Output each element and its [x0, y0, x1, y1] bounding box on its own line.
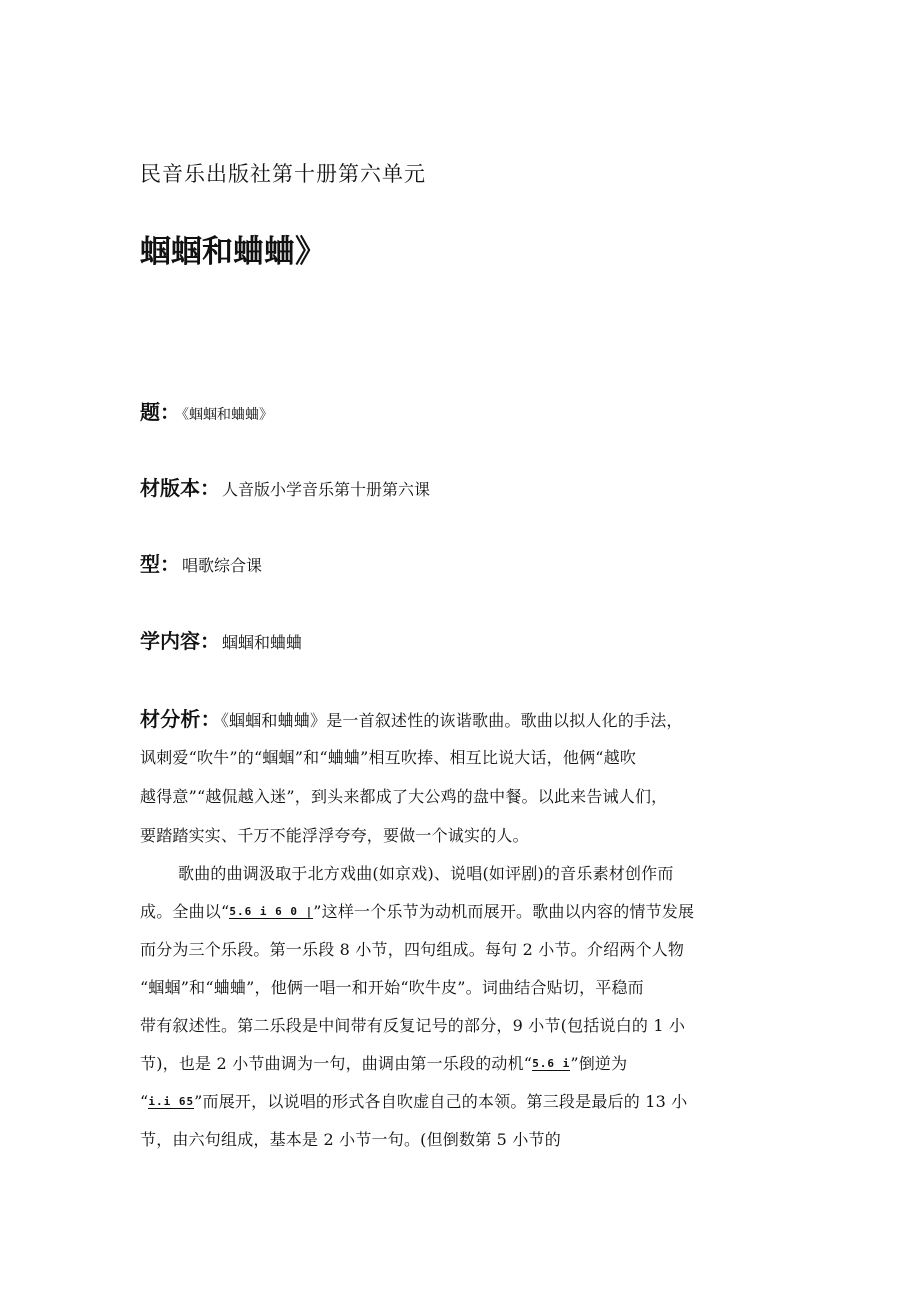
paragraph-2-line-7	[140, 1089, 687, 1112]
lesson-title: 蝈蝈和蛐蛐》	[140, 234, 326, 270]
unit-header: 民音乐出版社第十册第六单元	[140, 162, 426, 186]
paragraph-2-line-6	[140, 1051, 627, 1074]
text-segment: ”这样一个乐节为动机而展开。歌曲以内容的情节发展	[313, 902, 695, 921]
text-segment: “	[140, 1092, 149, 1111]
paragraph-2-line-1: 歌曲的曲调汲取于北方戏曲(如京戏)、说唱(如评剧)的音乐素材创作而	[178, 864, 674, 883]
field-edition-label: 材版本：	[140, 476, 220, 500]
paragraph-2-line-2	[140, 899, 694, 922]
field-edition-value: 人音版小学音乐第十册第六课	[222, 480, 431, 499]
analysis-line-4: 要踏踏实实、千万不能浮浮夸夸，要做一个诚实的人。	[140, 826, 529, 845]
field-type	[140, 548, 262, 577]
analysis-label: 材分析：	[140, 707, 221, 731]
paragraph-2-line-3: 而分为三个乐段。第一乐段 8 小节，四句组成。每句 2 小节。介绍两个人物	[140, 940, 685, 959]
field-content-value: 蝈蝈和蛐蛐	[222, 633, 303, 652]
paragraph-2-line-8: 节，由六句组成，基本是 2 小节一句。(但倒数第 5 小节的	[140, 1130, 561, 1149]
music-notation: 5.6 i	[532, 1057, 571, 1070]
text-segment: ”倒逆为	[570, 1054, 628, 1073]
analysis-line-3: 越得意”“越侃越入迷”，到头来都成了大公鸡的盘中餐。以此来告诫人们，	[140, 787, 668, 806]
text-segment: 节)，也是 2 小节曲调为一句，曲调由第一乐段的动机“	[140, 1054, 533, 1073]
field-topic-label: 题：	[140, 400, 180, 424]
field-content	[140, 625, 302, 654]
music-notation: i.i 65	[148, 1095, 195, 1108]
analysis-text: 《蝈蝈和蛐蛐》是一首叙述性的诙谐歌曲。歌曲以拟人化的手法，	[220, 711, 683, 730]
paragraph-2-line-4: “蝈蝈”和“蛐蛐”，他俩一唱一和开始“吹牛皮”。词曲结合贴切，平稳而	[140, 978, 644, 997]
analysis-line-2: 讽刺爱“吹牛”的“蝈蝈”和“蛐蛐”相互吹捧、相互比说大话，他俩“越吹	[140, 748, 637, 767]
field-type-label: 型：	[140, 552, 180, 576]
paragraph-2-line-5: 带有叙述性。第二乐段是中间带有反复记号的部分，9 小节(包括说白的 1 小	[140, 1016, 686, 1035]
field-type-value: 唱歌综合课	[182, 556, 263, 575]
field-content-label: 学内容：	[140, 629, 220, 653]
field-topic	[140, 396, 273, 425]
analysis-line-1	[140, 703, 683, 732]
text-segment: ”而展开，以说唱的形式各自吹虚自己的本领。第三段是最后的 13 小	[194, 1092, 688, 1111]
music-notation: 5.6 i 6 0 |	[229, 905, 314, 918]
text-segment: 成。全曲以“	[140, 902, 230, 921]
field-edition	[140, 472, 430, 501]
field-topic-value: 《蝈蝈和蛐蛐》	[182, 407, 273, 423]
